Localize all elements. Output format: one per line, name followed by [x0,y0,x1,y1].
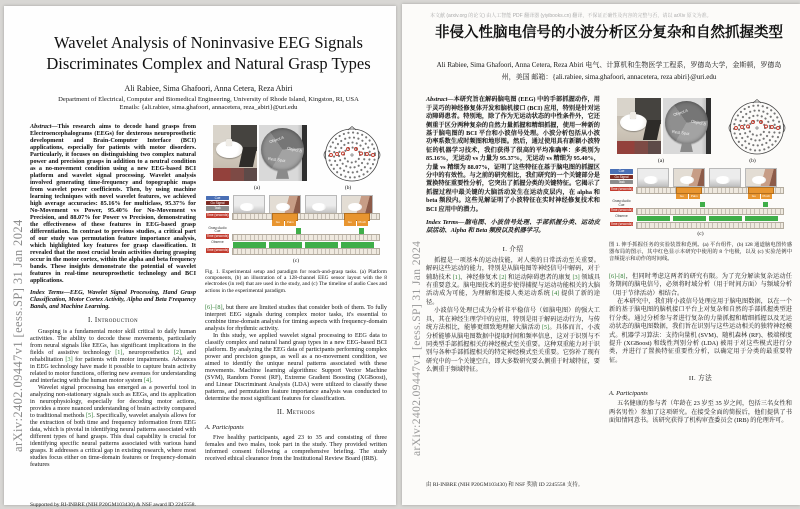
abstract-label: Abstract— [30,122,58,130]
paradigm-timeline: Cue Go Signal Task Time (seconds) Go Palm Go Pinch Grasp Audio Cue Time (seconds) Observe Time (seconds) [206,195,387,255]
timeline-time-label: Time (seconds) [206,213,229,218]
section-heading-introduction: I. Introduction [87,316,139,324]
timeline-row-go-signal: Go Signal [206,201,229,205]
left-column [30,123,196,509]
disk-label-object-b: Object B [690,118,707,127]
rotating-disk-photo [259,125,307,181]
timeline-tick-strip-3 [232,248,380,255]
index-terms-label: Index Terms— [30,288,70,296]
disk-label-object-a: Object A [672,108,689,118]
paper-page-english [4,6,396,509]
intro-paragraph-2-cn: 小波信号处理已成为分析非平稳信号（如脑电图）的强大工具，其在神经生理学中的应用，特别是用于解码运动行为，与传统方法相比，能够更细致地理解大脑活动 [5]。具体而言，小波分析能够从脑电图数据中提取时间和频率信息，这对于识别与不同类型手部抓握相关的神经模式至关重要。这种双重能力对于识别与各种手部抓握相关的特定神经模式至关重要。它弥补了现有研究中的一个关键空白，即大多数研究要么侧重于时域特征，要么侧重于频域特征。 [426,307,601,374]
intro-paragraph-1: Grasping is a fundamental motor skill critical to daily human activities. The ability to decode these movements, particularly from neural signals like EEGs, has significant implications in the fields of assistive technology [1], neuroprosthetics [2], and rehabilitation [3] for patients with motor impairments. Advances in EEG technology have made it possible to capture brain activity related to motor functions, offering new avenues for understanding and interfacing with the human motor system [4]. [30,327,196,384]
timeline-tick-strip-2 [232,234,380,241]
observe-bar-4 [341,242,374,248]
subfigure-a-label: (a) [657,158,665,165]
paradigm-timeline: Cue Go Signal Task Time (seconds) Go Palm Go Pinch Grasp Audio Cue Time (seconds) Observe Time (seconds) [610,168,792,228]
abstract: Abstract—This research aims to decode hand grasps from Electroencephalograms (EEGs) for dexterous neuroprosthetic development and Brain-Computer Interface (BCI) applications, especially for patients with motor disorders. Particularly, it focuses on distinguishing two complex natural power and precision grasps in addition to a neutral condition as a no-movement condition using a new EEG-based BCI platform and wavelet signal processing. Wavelet analysis involved generating time-frequency and topographic maps from wavelet power coefficients. Then, by using machine learning techniques with novel wavelet features, we achieved high average accuracies: 85.16% for multiclass, 95.37% for No-Movement vs Power, 95.40% for No-Movement vs Precision, and 88.07% for Power vs Precision, demonstrating the effectiveness of these features in EEG-based grasp differentiation. In contrast to previous studies, a critical part of our study was permutation feature importance analysis, which highlighted key features for grasp classification. It revealed that the most crucial brain activities during grasping occur in the motor cortex, within the alpha and beta frequency bands. These insights demonstrate the potential of wavelet features in real-time neuroprosthetic technology and BCI applications. [30,122,196,284]
subfigure-b-label: (b) [749,158,756,165]
index-terms-cn: Index Terms—脑电图、小波信号处理、手部抓握分类、运动皮层活动、Alpha 和 Beta 频段以及机器学习。 [426,219,600,235]
figure-1 [205,125,387,294]
translation-notice: 本文献 (arxiv.org 的论文) 由人工智能 PDF 翻译器 (yiyibooks.cn) 翻译，不保证正确性及内容的完整与否，请以 arXiv 原文为准。 [430,13,712,19]
timeline-row-task: Task [206,206,229,210]
subfigure-c-label: (c) [697,231,704,238]
arxiv-watermark: arXiv:2402.09447v1 [eess.SP] 31 Jan 2024 [411,240,423,456]
eeg-sensor-layout-diagram [319,125,385,183]
figure-caption: Fig. 1. Experimental setup and paradigm for reach-and-grasp tasks. (a) Platform components, (b) an illustration of a 128-channel EEG sensor layout with the 8 electrodes (in red) that are used in the study, and (c) The timeline of audio Cues and actions in the experimental paradigm. [205,268,387,294]
page-title-cn: 非侵入性脑电信号的小波分析区分复杂和自然抓握类型 [435,25,783,41]
audio-cue-marker-2 [359,228,364,234]
observe-bar-1 [233,242,266,248]
arxiv-watermark: arXiv:2402.09447v1 [eess.SP] 31 Jan 2024 [11,219,25,452]
author-block-cn: Ali Rabiee, Sima Ghafoori, Anna Cetera, Reza Abiri 电气、计算机和生物医学工程系，罗德岛大学，金斯顿，罗德岛州，美国 邮箱：{ali.rabiee, sima.ghafoori, annacetera, reza abiri}@uri.edu [436,60,782,82]
figure-1-cn [609,98,792,262]
right-column [609,96,792,488]
observe-bar-2 [269,242,302,248]
timeline-row-cue: Cue [206,196,229,200]
funding-footnote: Supported by RI-INBRE (NIH P20GM103430) & NSF award ID 2245558. [30,502,196,509]
paper-page-chinese [402,4,800,505]
body-paragraph-refs-cn: [6]-[8]，但同时考虑这两者的研究有限。为了充分解读复杂运动任务期间的脑电信号，必须将时域分析（用于时间方面）与频域分析（用于节律活动）相结合。 [609,272,792,297]
left-column [426,96,600,488]
eeg-sensor-layout-diagram [724,98,790,156]
subfigure-a-label: (a) [253,184,261,191]
author-line: Ali Rabiee, Sima Ghafoori, Anna Cetera, Reza Abiri [124,83,293,93]
body-paragraph-refs: [6]–[8], but there are limited studies that consider both of them. To fully interpret EEG signals during complex motor tasks, it's essential to combine time-domain analysis for timing aspects with frequency-domain analysis for rhythmic activity. [205,304,387,333]
index-terms-label: Index Terms— [426,219,465,227]
subfigure-b-label: (b) [344,184,352,191]
section-heading-introduction-cn: I. 介绍 [502,245,524,253]
index-terms: Index Terms—EEG, Wavelet Signal Processing, Hand Grasp Classification, Motor Cortex Activity, Alpha and Beta Frequency Bands, and Machine Learning. [30,288,196,310]
timeline-photo-2 [269,195,301,214]
intro-paragraph-1-cn: 抓握是一项基本的运动技能，对人类的日常活动至关重要。解码这些运动的能力，特别是从脑电图等神经信号中解码，对于辅助技术 [1]、神经修复术 [2] 和运动障碍患者的康复 [3] 领域具有重要意义。脑电图技术的进步使得捕捉与运动功能相关的大脑活动成为可能，为理解和连接人类运动系统 [4] 提供了新的途径。 [426,256,601,306]
intro-paragraph-2: Wavelet signal processing has emerged as a powerful tool in analyzing non-stationary signals such as EEGs, and its application in neurophysiology, especially for decoding motor actions, provides a more nuanced understanding of brain activity compared to traditional methods [5]. Specifically, wavelet analysis allows for the extraction of both time and frequency information from EEG data, which is pivotal in identifying neural patterns associated with different types of hand grasps. This dual capability is crucial for identifying specific neural patterns associated with various hand grasps. It addresses a critical gap in existing research, where most studies focus either on time-domain features or frequency-domain features [30,383,196,468]
disk-label-object-b: Object B [286,145,303,154]
cue-words-2: Go Pinch [344,220,368,226]
cue-words-1: Go Palm [272,220,296,226]
section-heading-methods: II. Methods [276,409,316,417]
participants-paragraph: Five healthy participants, aged 23 to 35 and consisting of three females and two males, took part in the study. They provided written informed consent following a comprehensive briefing. The study received ethical clearance from the Institutional Review Board (IRB). [205,434,387,463]
right-column [205,123,387,509]
observe-bar-3 [305,242,338,248]
page-title: Wavelet Analysis of Noninvasive EEG Signals Discriminates Complex and Natural Grasp Types [46,33,371,74]
disk-label-rest-spot: Rest Spot [267,155,286,164]
subfigure-c-label: (c) [292,257,300,264]
participants-paragraph-cn: 五名健康的参与者（年龄在 23 岁至 35 岁之间，包括三名女性和两名男性）参加了这项研究。在接受全面的简报后，他们提供了书面知情同意书。该研究获得了机构审查委员会 (IRB) 的伦理许可。 [609,400,792,425]
audio-cue-marker-1 [296,228,301,234]
disk-label-rest-spot: Rest Spot [671,129,690,137]
figure-caption-cn: 图 1. 伸手抓握任务的实验装置和范例。(a) 平台组件，(b) 128 通道脑电图传感器布局的图示，其中红色显示本研究中使用的 8 个电极，以及 (c) 实验范例中音频提示和动作的时间线。 [609,242,792,262]
affiliation-line: Department of Electrical, Computer and Biomedical Engineering, University of Rhode Island, Kingston, RI, USA [58,95,359,103]
platform-photo [213,125,257,181]
observe-label: Observe [211,240,224,245]
grasp-audio-cue-label: Grasp Audio Cue [208,225,227,234]
abstract-label: Abstract— [426,96,454,104]
section-heading-methods-cn: II. 方法 [688,375,713,383]
body-paragraph-study-cn: 在本研究中，我们将小波信号处理应用于脑电图数据，以在一个新的基于脑电图的脑机接口平台上对复杂和自然的手部抓握类型进行分类。通过分析参与者进行复杂的力量抓握和精细抓握以及无运动状态的脑电图数据，我们旨在识别与这些运动相关的独特神经模式。机器学习算法：支持向量机 (SVM)、随机森林 (RF)、极端梯度提升 (XGBoost) 和线性判别分析 (LDA) 被用于对这些模式进行分类，并进行了置换特征重要性分析，以确定用于分类的最重要特征。 [609,297,792,364]
timeline-photo-3 [305,195,337,214]
disk-label-object-a: Object A [268,134,285,145]
subsection-participants-cn: A. Participants [609,390,648,398]
abstract-cn: Abstract—本研究旨在解码脑电图 (EEG) 中的手部抓握动作，用于灵巧的神经修复体开发和脑机接口 (BCI) 应用，特别是针对运动障碍患者。特别地，除了作为无运动状态的中性条件外，它还侧重于区分两种复杂的自然力量抓握和精细抓握，使用一种新的基于脑电图的 BCI 平台和小波信号处理。小波分析包括从小波功率系数生成时频图和地形图。然后，通过使用具有新颖小波特征的机器学习技术，我们获得了很高的平均准确率：多类别为 85.16%，无运动 vs 力量为 95.37%，无运动 vs 精细为 95.40%，力量 vs 精细为 88.07%，证明了这些特征在基于脑电图的抓握区分中的有效性。与之前的研究相比，我们研究的一个关键部分是置换特征重要性分析，它突出了抓握分类的关键特征。它揭示了抓握过程中最关键的大脑活动发生在运动皮层内，在 alpha 和 beta 频段内。这些见解证明了小波特征在实时神经修复技术和 BCI 应用中的潜力。 [426,96,600,213]
rotating-disk-photo [663,98,711,154]
body-paragraph-study: In this study, we applied wavelet signal processing to EEG data to classify complex and natural hand grasp types in a new EEG-based BCI platform. By analyzing the EEG data of participants performing complex power and precision grasps, as well as a no-movement condition, we aimed to identify the unique neural patterns associated with these movements. Machine learning algorithms: Support Vector Machine (SVM), Random Forest (RF), Extreme Gradient Boosting (XGBoost), and Linear Discriminant Analysis (LDA) were utilized to classify these patterns, and permutation feature importance analysis was conducted to determine the most significant features for classification. [205,332,387,403]
platform-photo [617,98,661,154]
timeline-photo-1 [233,195,265,214]
subsection-participants: A. Participants [205,424,244,432]
emails-line: Emails: {ali.rabiee, sima.ghafoori, annacetera, reza_abiri}@uri.edu [119,103,298,111]
funding-footnote-cn: 由 RI-INBRE (NIH P20GM103430) 和 NSF 奖励 ID 2245558 支持。 [426,481,584,488]
timeline-photo-4 [341,195,373,214]
